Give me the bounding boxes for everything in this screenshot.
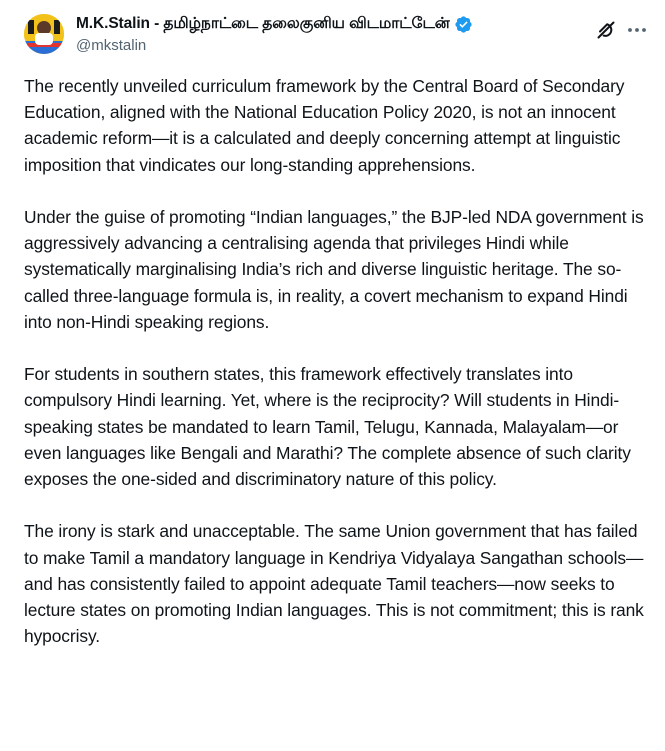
tweet-header [24, 14, 649, 62]
tweet-paragraph: The irony is stark and unacceptable. The same Union government that has failed to make Tamil a mandatory language in Kendriya Vidyalaya Sangathan schools—and has consistently failed to appoint adequate Tamil teachers—now seeks to lecture states on promoting Indian languages. This is not commitment; this is rank hypocrisy. [24, 521, 644, 647]
grok-icon[interactable] [594, 18, 618, 42]
author-handle[interactable]: @mkstalin [76, 37, 147, 54]
profile-photo-icon [24, 14, 64, 54]
verified-badge-icon[interactable] [454, 15, 473, 34]
avatar[interactable] [24, 14, 64, 54]
author-block [76, 15, 473, 54]
author-name-row [76, 15, 473, 34]
tweet-paragraph: Under the guise of promoting “Indian languages,” the BJP-led NDA government is aggressively advancing a centralising agenda that privileges Hindi while systematically marginalising India’s rich and diverse linguistic heritage. The so-called three-language formula is, in reality, a covert mechanism to expand Hindi into non-Hindi speaking regions. [24, 207, 644, 332]
tweet-paragraph: The recently unveiled curriculum framework by the Central Board of Secondary Education, aligned with the National Education Policy 2020, is not an innocent academic reform—it is a calculated and deeply concerning attempt at linguistic imposition that vindicates our long-standing apprehensions. [24, 76, 625, 175]
tweet-text [24, 73, 646, 676]
tweet-paragraph: For students in southern states, this framework effectively translates into compulsory Hindi learning. Yet, where is the reciprocity? Will students in Hindi-speaking states be mandated to learn Tamil, Telugu, Kannada, Malayalam—or even languages like Bengali and Marathi? The complete absence of such clarity exposes the one-sided and discriminatory nature of this policy. [24, 364, 631, 490]
author-display-name[interactable]: M.K.Stalin - தமிழ்நாட்டை தலைகுனிய விடமாட்டேன் [76, 15, 450, 32]
more-horizontal-icon[interactable] [624, 18, 650, 42]
